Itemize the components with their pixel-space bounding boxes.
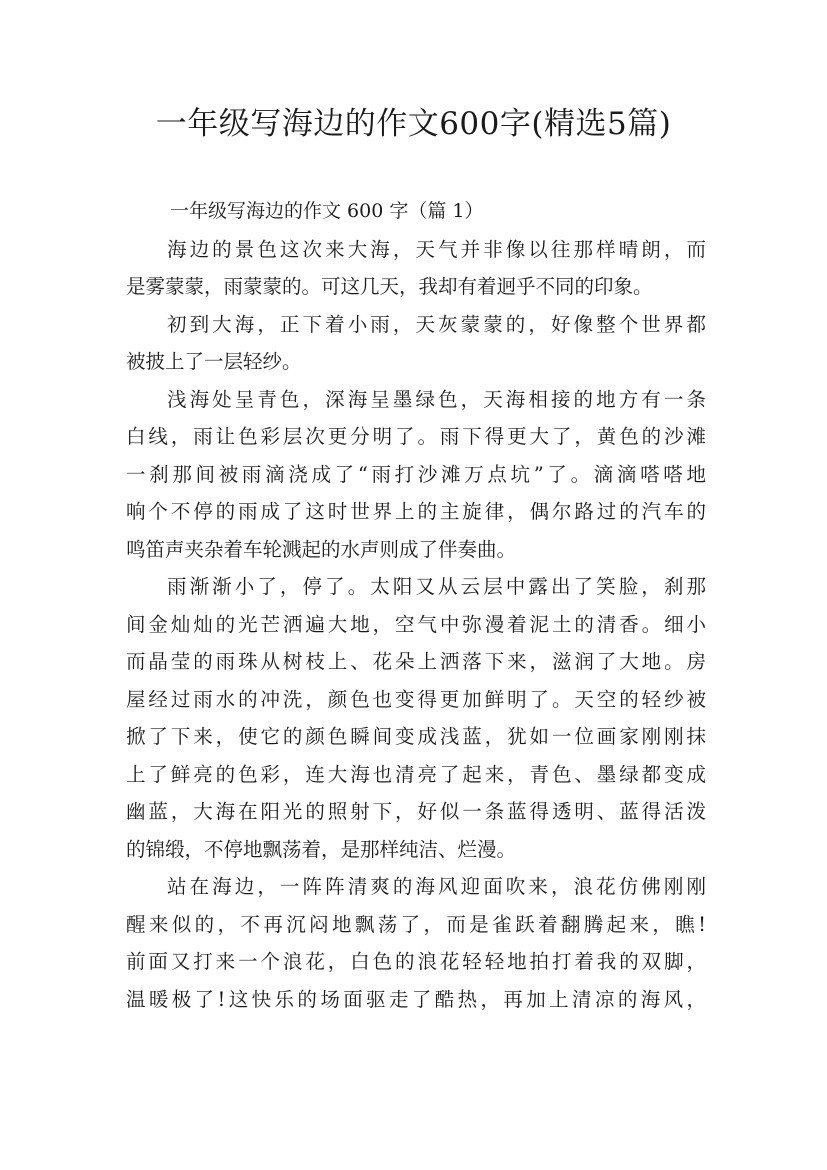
paragraph-line: 白线，雨让色彩层次更分明了。雨下得更大了，黄色的沙滩: [126, 425, 706, 448]
paragraph: [126, 568, 706, 868]
paragraph-line: 间金灿灿的光芒洒遍大地，空气中弥漫着泥土的清香。细小: [126, 612, 706, 636]
paragraph-line: 上了鲜亮的色彩，连大海也清亮了起来，青色、墨绿都变成: [126, 762, 706, 786]
document-title: 一年级写海边的作文600字(精选5篇): [155, 106, 672, 142]
paragraph-line: 一刹那间被雨滴浇成了“雨打沙滩万点坑”了。滴滴嗒嗒地: [126, 462, 706, 486]
paragraph-line: 屋经过雨水的冲洗，颜色也变得更加鲜明了。天空的轻纱被: [126, 687, 706, 711]
paragraph-line: 掀了下来，使它的颜色瞬间变成浅蓝，犹如一位画家刚刚抹: [126, 725, 706, 748]
paragraph-line: 响个不停的雨成了这时世界上的主旋律，偶尔路过的汽车的: [126, 500, 706, 523]
paragraph: [126, 381, 706, 569]
paragraph-line: 浅海处呈青色，深海呈墨绿色，天海相接的地方有一条: [167, 387, 706, 411]
paragraph-line: 温暖极了!这快乐的场面驱走了酷热，再加上清凉的海风，: [126, 987, 706, 1011]
paragraph: [126, 306, 706, 381]
paragraph-line: 而晶莹的雨珠从树枝上、花朵上洒落下来，滋润了大地。房: [126, 650, 706, 673]
paragraph-line: 海边的景色这次来大海，天气并非像以往那样晴朗，而: [167, 237, 706, 261]
paragraph-line: 被披上了一层轻纱。: [126, 350, 302, 373]
section-heading: 一年级写海边的作文 600 字（篇 1）: [170, 200, 484, 222]
paragraph-line: 前面又打来一个浪花，白色的浪花轻轻地拍打着我的双脚，: [126, 950, 706, 973]
essay-body: [126, 193, 706, 1018]
paragraph-line: 醒来似的，不再沉闷地飘荡了，而是雀跃着翻腾起来，瞧!: [126, 912, 706, 936]
paragraph-list: [126, 231, 706, 1019]
paragraph-line: 初到大海，正下着小雨，天灰蒙蒙的，好像整个世界都: [167, 312, 706, 336]
paragraph-line: 鸣笛声夹杂着车轮溅起的水声则成了伴奏曲。: [126, 537, 517, 561]
paragraph-line: 是雾蒙蒙，雨蒙蒙的。可这几天，我却有着迥乎不同的印象。: [126, 275, 653, 298]
paragraph-line: 雨渐渐小了，停了。太阳又从云层中露出了笑脸，刹那: [167, 575, 706, 598]
paragraph-line: 站在海边，一阵阵清爽的海风迎面吹来，浪花仿佛刚刚: [167, 875, 706, 898]
paragraph-line: 幽蓝，大海在阳光的照射下，好似一条蓝得透明、蓝得活泼: [126, 800, 706, 823]
paragraph: [126, 868, 706, 1018]
paragraph: [126, 231, 706, 306]
paragraph-line: 的锦缎，不停地飘荡着，是那样纯洁、烂漫。: [126, 837, 517, 861]
